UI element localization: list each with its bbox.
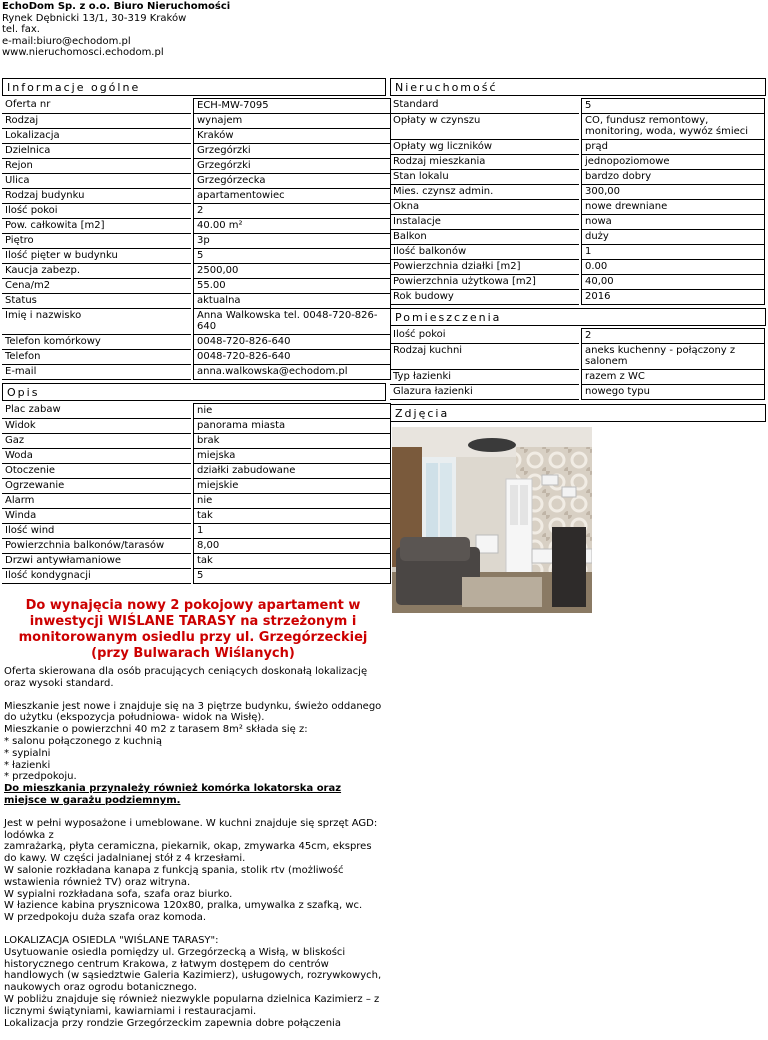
section-photos: Zdjęcia <box>390 404 766 422</box>
table-row <box>390 170 765 185</box>
table-row <box>2 569 391 584</box>
field-label: Plac zabaw <box>2 403 191 419</box>
field-label: Typ łazienki <box>390 370 579 385</box>
table-row <box>390 344 765 370</box>
field-label: Winda <box>2 509 191 524</box>
field-label: Glazura łazienki <box>390 385 579 400</box>
table-row <box>2 98 391 114</box>
field-label: Widok <box>2 419 191 434</box>
field-label: Dzielnica <box>2 144 191 159</box>
general-info-table <box>2 98 391 380</box>
field-label: Instalacje <box>390 215 579 230</box>
table-row <box>390 370 765 385</box>
section-property: Nieruchomość <box>390 78 766 96</box>
field-value: 5 <box>193 569 391 584</box>
field-label: E-mail <box>2 365 191 380</box>
field-value: 1 <box>193 524 391 539</box>
field-value: Grzegórzecka <box>193 174 391 189</box>
field-value: aktualna <box>193 294 391 309</box>
table-row <box>2 234 391 249</box>
table-row <box>2 174 391 189</box>
field-value: ECH-MW-7095 <box>193 98 391 114</box>
field-label: Rejon <box>2 159 191 174</box>
table-row <box>2 159 391 174</box>
field-value: panorama miasta <box>193 419 391 434</box>
field-value: Grzegórzki <box>193 159 391 174</box>
field-label: Powierzchnia użytkowa [m2] <box>390 275 579 290</box>
table-row <box>2 479 391 494</box>
description-equipment: Jest w pełni wyposażone i umeblowane. W kuchni znajduje się sprzęt AGD: lodówka z zamrażarką, płyta ceramiczna, piekarnik, okap, zmywarka 45cm, ekspres do kawy. W części jadalnianej stół z 4 krzesłami. W salonie rozkładana kanapa z funkcją spania, stolik rtv (możliwość wstawienia również TV) oraz witryna. W sypialni rozkładana sofa, szafa oraz biurko. W łazience kabina prysznicowa 120x80, pralka, umywalka z szafką, wc. W przedpokoju duża szafa oraz komoda. <box>4 817 378 924</box>
table-row <box>2 129 391 144</box>
field-label: Okna <box>390 200 579 215</box>
field-label: Pow. całkowita [m2] <box>2 219 191 234</box>
table-row <box>390 230 765 245</box>
apartment-photo[interactable] <box>392 427 592 613</box>
field-label: Telefon komórkowy <box>2 335 191 350</box>
field-label: Woda <box>2 449 191 464</box>
field-label: Stan lokalu <box>390 170 579 185</box>
field-value: razem z WC <box>581 370 765 385</box>
field-value: 0048-720-826-640 <box>193 335 391 350</box>
field-label: Balkon <box>390 230 579 245</box>
company-email: e-mail:biuro@echodom.pl <box>2 35 131 47</box>
field-label: Ilość wind <box>2 524 191 539</box>
field-label: Rodzaj budynku <box>2 189 191 204</box>
field-label: Ilość pięter w budynku <box>2 249 191 264</box>
field-label: Status <box>2 294 191 309</box>
field-value: 3p <box>193 234 391 249</box>
field-label: Rok budowy <box>390 290 579 305</box>
field-label: Drzwi antywłamaniowe <box>2 554 191 569</box>
field-value: jednopoziomowe <box>581 155 765 170</box>
field-label: Ilość pokoi <box>390 328 579 344</box>
field-value: anna.walkowska@echodom.pl <box>193 365 391 380</box>
field-value: 2016 <box>581 290 765 305</box>
table-row <box>2 249 391 264</box>
field-label: Opłaty w czynszu <box>390 114 579 140</box>
table-row <box>2 403 391 419</box>
table-row <box>390 385 765 400</box>
table-row <box>2 309 391 335</box>
field-label: Powierzchnia działki [m2] <box>390 260 579 275</box>
opis-table <box>2 403 391 584</box>
table-row <box>390 275 765 290</box>
field-value: 8,00 <box>193 539 391 554</box>
field-label: Ilość balkonów <box>390 245 579 260</box>
field-value: prąd <box>581 140 765 155</box>
field-label: Piętro <box>2 234 191 249</box>
description-intro: Oferta skierowana dla osób pracujących ceniących doskonałą lokalizację oraz wysoki standard. <box>4 666 368 689</box>
field-value: duży <box>581 230 765 245</box>
table-row <box>2 219 391 234</box>
section-general: Informacje ogólne <box>2 78 386 96</box>
field-value: 55.00 <box>193 279 391 294</box>
field-label: Ulica <box>2 174 191 189</box>
field-label: Imię i nazwisko <box>2 309 191 335</box>
property-table <box>390 98 765 305</box>
field-value: 2 <box>581 328 765 344</box>
field-label: Rodzaj kuchni <box>390 344 579 370</box>
table-row <box>2 434 391 449</box>
field-value: nowa <box>581 215 765 230</box>
field-value: aneks kuchenny - połączony z salonem <box>581 344 765 370</box>
field-value: Grzegórzki <box>193 144 391 159</box>
description-location: LOKALIZACJA OSIEDLA "WIŚLANE TARASY": Usytuowanie osiedla pomiędzy ul. Grzegórzecką a Wisłą, w bliskości historycznego centrum Krakowa, z łatwym dostępem do centrów handlowych (w sąsiedztwie Galeria Kazimierz), usługowych, rozrywkowych, naukowych oraz ogrodu botanicznego. W pobliżu znajduje się również niezwykle popularna dzielnica Kazimierz – z licznymi świątyniami, kawiarniami i restauracjami. Lokalizacja przy rondzie Grzegórzeckim zapewnia dobre połączenia <box>4 934 382 1029</box>
offer-headline: Do wynajęcia nowy 2 pokojowy apartament w inwestycji WIŚLANE TARASY na strzeżonym i monitorowanym osiedlu przy ul. Grzegórzeckiej (przy Bulwarach Wiślanych) <box>18 598 368 661</box>
company-tel: tel. fax. <box>2 24 40 35</box>
field-label: Rodzaj mieszkania <box>390 155 579 170</box>
table-row <box>2 449 391 464</box>
field-value: apartamentowiec <box>193 189 391 204</box>
field-label: Kaucja zabezp. <box>2 264 191 279</box>
field-value: 1 <box>581 245 765 260</box>
field-label: Ogrzewanie <box>2 479 191 494</box>
field-label: Standard <box>390 98 579 114</box>
field-value: tak <box>193 554 391 569</box>
description-storage-note: Do mieszkania przynależy również komórka lokatorska oraz miejsce w garażu podziemnym. <box>4 783 342 806</box>
field-value: wynajem <box>193 114 391 129</box>
field-label: Ilość kondygnacji <box>2 569 191 584</box>
field-label: Mies. czynsz admin. <box>390 185 579 200</box>
field-value: CO, fundusz remontowy, monitoring, woda, wywóz śmieci <box>581 114 765 140</box>
field-label: Gaz <box>2 434 191 449</box>
table-row <box>2 144 391 159</box>
table-row <box>390 185 765 200</box>
field-label: Rodzaj <box>2 114 191 129</box>
field-value: Kraków <box>193 129 391 144</box>
table-row <box>2 494 391 509</box>
table-row <box>2 509 391 524</box>
section-rooms: Pomieszczenia <box>390 308 766 326</box>
field-label: Ilość pokoi <box>2 204 191 219</box>
field-value: 0048-720-826-640 <box>193 350 391 365</box>
table-row <box>2 335 391 350</box>
table-row <box>390 245 765 260</box>
table-row <box>2 524 391 539</box>
table-row <box>390 140 765 155</box>
field-label: Opłaty wg liczników <box>390 140 579 155</box>
field-value: 40,00 <box>581 275 765 290</box>
table-row <box>390 98 765 114</box>
field-value: 2500,00 <box>193 264 391 279</box>
table-row <box>2 264 391 279</box>
company-name: EchoDom Sp. z o.o. Biuro Nieruchomości <box>2 1 231 12</box>
table-row <box>2 554 391 569</box>
field-value: brak <box>193 434 391 449</box>
field-value: nie <box>193 403 391 419</box>
table-row <box>2 464 391 479</box>
table-row <box>2 365 391 380</box>
table-row <box>2 189 391 204</box>
field-value: nowe drewniane <box>581 200 765 215</box>
field-value: tak <box>193 509 391 524</box>
table-row <box>390 260 765 275</box>
table-row <box>390 155 765 170</box>
field-value: 2 <box>193 204 391 219</box>
description-layout <box>4 701 386 807</box>
field-value: Anna Walkowska tel. 0048-720-826-640 <box>193 309 391 335</box>
table-row <box>2 279 391 294</box>
company-www: www.nieruchomosci.echodom.pl <box>2 47 164 58</box>
field-label: Powierzchnia balkonów/tarasów <box>2 539 191 554</box>
section-opis: Opis <box>2 383 386 401</box>
field-value: 40.00 m² <box>193 219 391 234</box>
table-row <box>2 114 391 129</box>
field-value: 5 <box>193 249 391 264</box>
rooms-table <box>390 328 765 400</box>
field-label: Cena/m2 <box>2 279 191 294</box>
field-value: działki zabudowane <box>193 464 391 479</box>
field-label: Alarm <box>2 494 191 509</box>
table-row <box>2 419 391 434</box>
field-value: nie <box>193 494 391 509</box>
description-layout-text: Mieszkanie jest nowe i znajduje się na 3 piętrze budynku, świeżo oddanego do użytku (ekspozycja południowa- widok na Wisłę). Mieszkanie o powierzchni 40 m2 z tarasem 8m² składa się z: * salonu połączonego z kuchnią * sypialni * łazienki * przedpokoju. <box>4 700 382 783</box>
field-value: miejska <box>193 449 391 464</box>
field-value: 300,00 <box>581 185 765 200</box>
table-row <box>2 204 391 219</box>
field-value: nowego typu <box>581 385 765 400</box>
field-label: Lokalizacja <box>2 129 191 144</box>
table-row <box>390 328 765 344</box>
company-header <box>2 1 230 59</box>
table-row <box>390 200 765 215</box>
table-row <box>2 294 391 309</box>
table-row <box>2 350 391 365</box>
field-value: bardzo dobry <box>581 170 765 185</box>
field-value: 0.00 <box>581 260 765 275</box>
apartment-photo-image <box>392 427 592 613</box>
field-value: miejskie <box>193 479 391 494</box>
offer-description <box>4 666 386 1040</box>
table-row <box>390 114 765 140</box>
table-row <box>390 290 765 305</box>
field-label: Otoczenie <box>2 464 191 479</box>
field-value: 5 <box>581 98 765 114</box>
table-row <box>2 539 391 554</box>
company-address: Rynek Dębnicki 13/1, 30-319 Kraków <box>2 12 187 24</box>
field-label: Oferta nr <box>2 98 191 114</box>
field-label: Telefon <box>2 350 191 365</box>
table-row <box>390 215 765 230</box>
